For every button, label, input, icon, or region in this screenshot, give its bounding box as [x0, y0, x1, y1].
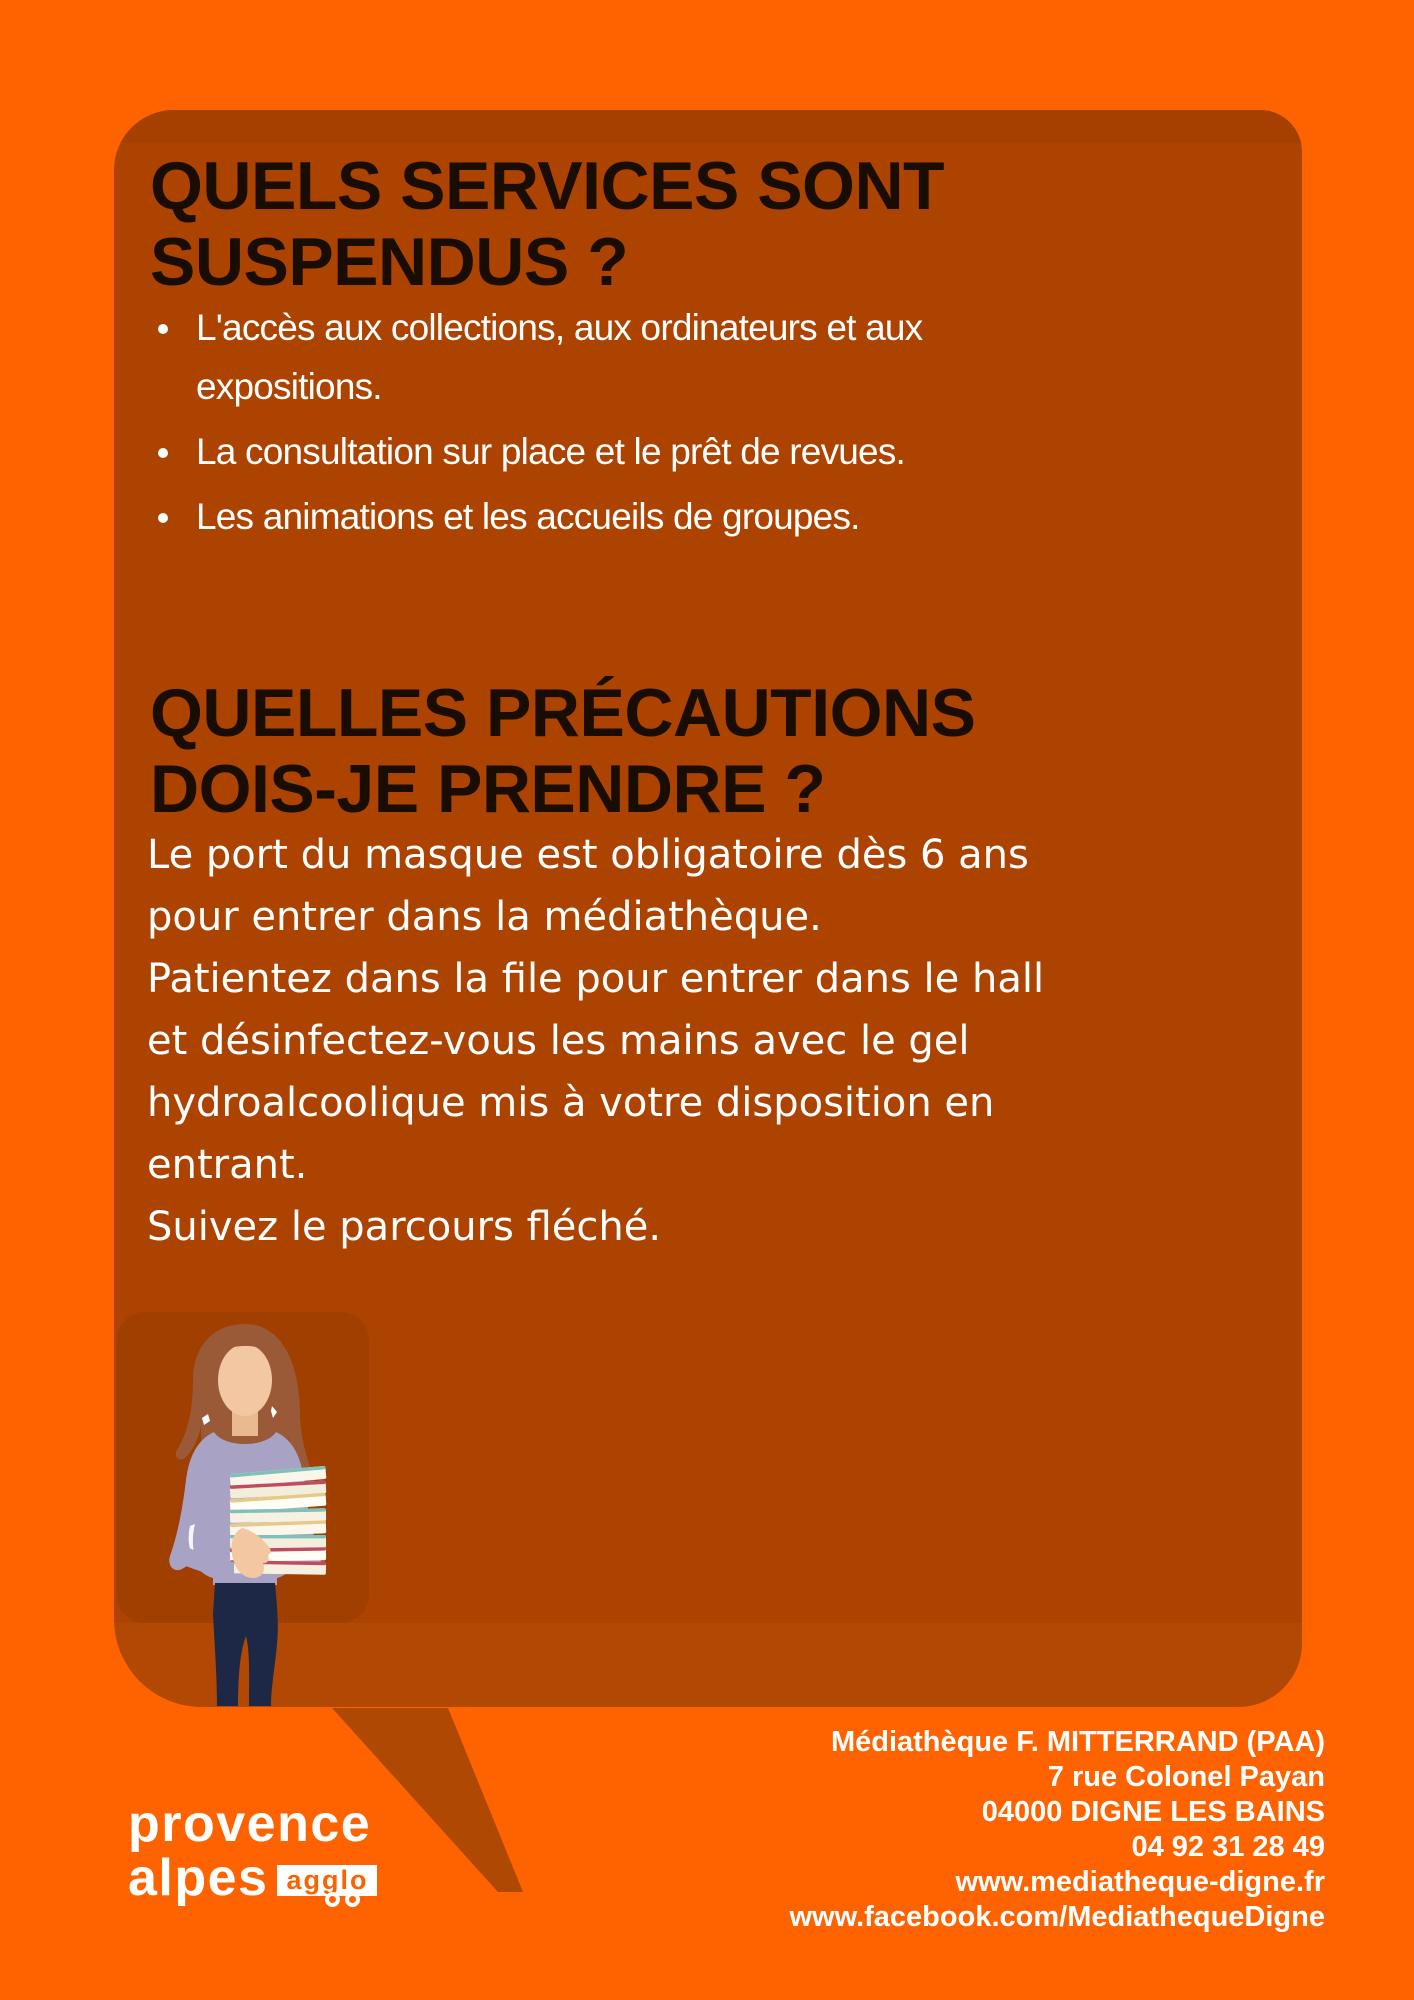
list-item [150, 298, 1030, 416]
paragraph-line: Suivez le parcours fléché. [147, 1204, 662, 1250]
suspended-services-list [150, 298, 1030, 552]
paragraph-line: pour entrer dans la médiathèque. [147, 894, 822, 940]
woman-with-books-illustration [150, 1320, 340, 1708]
logo-text-alpes: alpes [128, 1849, 269, 1907]
title-line: QUELS SERVICES SONT [150, 148, 945, 224]
address-street: 7 rue Colonel Payan [1047, 1761, 1325, 1793]
list-item [150, 487, 1030, 546]
bullet-dot-icon [158, 324, 168, 334]
paragraph-line: et désinfectez-vous les mains avec le gel [147, 1018, 970, 1064]
logo-text-provence: provence [128, 1795, 372, 1853]
phone-number: 04 92 31 28 49 [1131, 1831, 1325, 1863]
title-line: QUELLES PRÉCAUTIONS [150, 675, 976, 751]
provence-alpes-agglo-logo [128, 1797, 377, 1905]
bullet-dot-icon [158, 513, 168, 523]
list-item-text: Les animations et les accueils de groupes. [196, 496, 860, 537]
paragraph-line: Le port du masque est obligatoire dès 6 ans [147, 832, 1029, 878]
logo-glasses-icon [325, 1892, 340, 1907]
title-line: DOIS-JE PRENDRE ? [150, 751, 826, 827]
paragraph-line: entrant. [147, 1142, 308, 1188]
list-item [150, 422, 1030, 481]
website-url: www.mediatheque-digne.fr [955, 1866, 1325, 1898]
logo-badge-agglo: agglo [277, 1865, 377, 1896]
precautions-paragraph [147, 824, 1247, 1258]
section-title-precautions [150, 675, 975, 827]
contact-block [789, 1725, 1325, 1935]
paragraph-line: Patientez dans la file pour entrer dans le hall [147, 956, 1045, 1002]
bullet-dot-icon [158, 448, 168, 458]
logo-glasses-icon [345, 1892, 360, 1907]
facebook-url: www.facebook.com/MediathequeDigne [789, 1901, 1325, 1933]
list-item-text: L'accès aux collections, aux ordinateurs et aux expositions. [196, 307, 923, 407]
section-title-services [150, 148, 944, 300]
paragraph-line: hydroalcoolique mis à votre disposition en [147, 1080, 995, 1126]
title-line: SUSPENDUS ? [150, 224, 629, 300]
list-item-text: La consultation sur place et le prêt de revues. [196, 431, 906, 472]
library-name: Médiathèque F. MITTERRAND (PAA) [830, 1726, 1325, 1758]
bubble-top-band [114, 110, 1302, 143]
address-city: 04000 DIGNE LES BAINS [981, 1796, 1325, 1828]
